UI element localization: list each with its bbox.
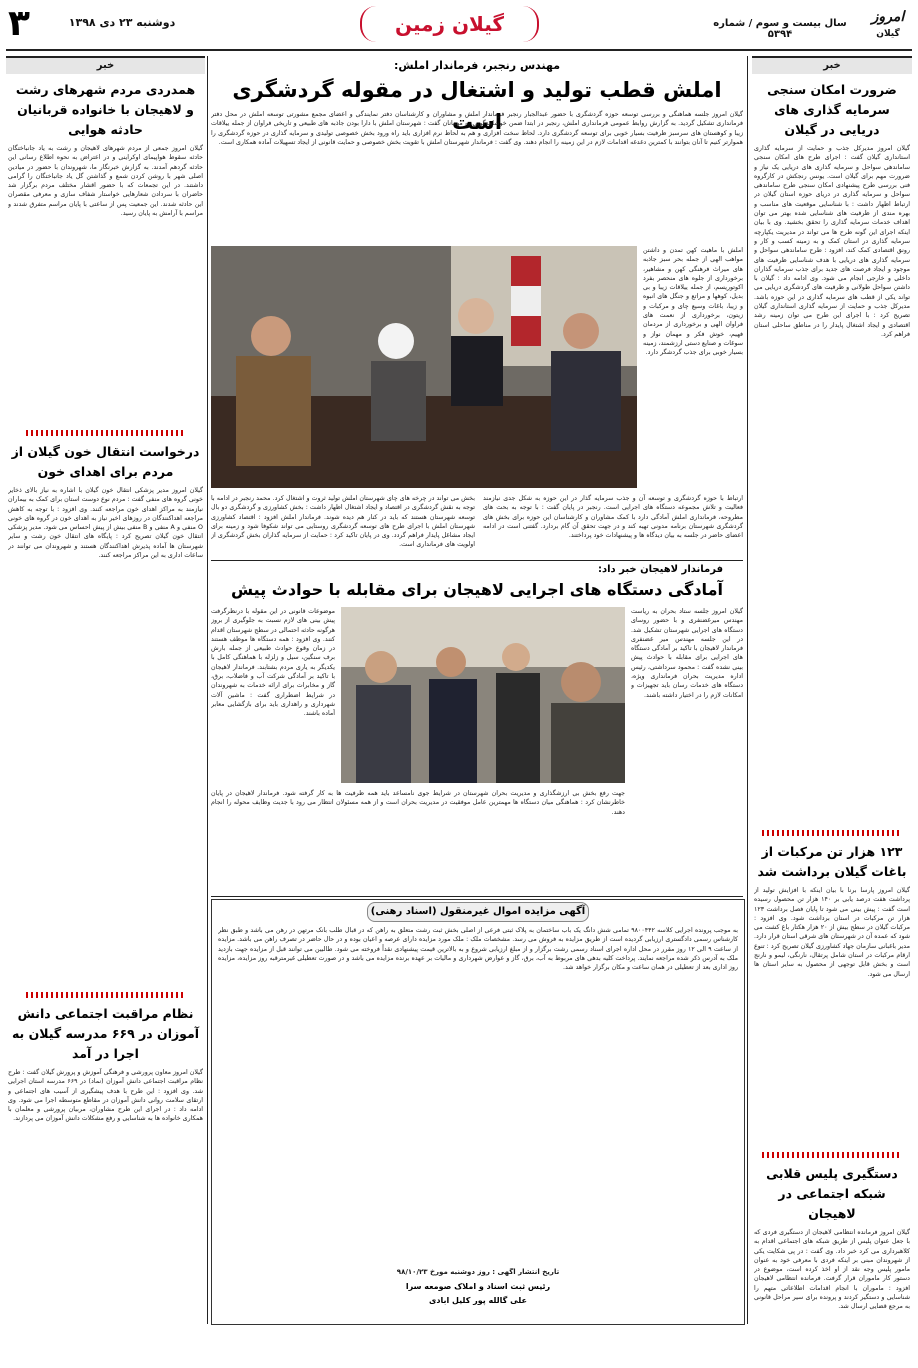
story-title: همدردی مردم شهرهای رشت و لاهیجان با خانواده قربانیان حادثه هوایی: [15, 82, 196, 137]
auction-body: به موجب پرونده اجرایی کلاسه ۹۸۰۰۴۴۲ تمامی شش دانگ یک باب ساختمان به پلاک ثبتی فرعی از اصلی بخش ثبت رشت متعلق به راهن که در قبال طلب بانک مرتهن در رهن می باشد و طبق نظر کارشناس رسمی دادگستری ارزیابی گردیده است از طریق مزایده به فروش می رسد. مشخصات ملک : ملک مورد مزایده دارای عرصه و اعیان بوده و در حال حاضر در تصرف راهن می باشد. مزایده از ساعت ۹ الی ۱۲ روز مقرر در محل اداره اجرای اسناد رسمی رشت برگزار و از مبلغ ارزیابی شروع و به بالاترین قیمت پیشنهادی نقداً فروخته می شود. طالبین می توانند قبل از مزایده جهت بازدید ملک به آدرس ذکر شده مراجعه نمایند. پرداخت کلیه بدهی های مربوط به آب، برق، گاز و عوارض شهرداری و مالیات بر عهده برنده مزایده می باشد و در صورت تعطیلی غیرمترقبه روز مزایده، مزایده روز اداری بعد از تعطیلی در همان ساعت و مکان برگزار خواهد شد.: [218, 927, 738, 972]
second-photo: [341, 607, 625, 783]
lead-body-bottom-left: بخش می تواند در چرخه های چای شهرستان املش تولید ثروت و اشتغال کرد. محمد رنجبر در ادامه با توجه به نقش گردشگری در اقتصاد و ایجاد اشتغال اظهار داشت : بخش کشاورزی و گردشگری دو بال توسعه شهرستان هستند که باید در کنار هم دیده شوند. فرماندار املش افزود : اقتصاد کشاورزی شهرستان املش با اجرای طرح های توسعه گردشگری روستایی می تواند شکوفا شود و زمینه برای ایجاد مشاغل پایدار فراهم گردد. وی در پایان تاکید کرد : حمایت از سرمایه گذاران بخش گردشگری از اولویت های فرمانداری است.: [211, 495, 475, 549]
divider: [26, 430, 185, 436]
story-title: ۱۲۳ هزار تن مرکبات از باغات گیلان برداشت شد: [757, 844, 907, 879]
lead-photo: [211, 246, 637, 488]
section-title-frame: [360, 6, 539, 42]
divider: [26, 992, 185, 998]
column-label: خبر: [752, 56, 912, 74]
auction-date: تاریخ انتشار آگهی : روز دوشنبه مورخ ۹۸/۱۰/۲۳: [396, 1268, 560, 1276]
story-title: دستگیری پلیس قلابی شبکه اجتماعی در لاهیجان: [766, 1166, 898, 1221]
section-title: گیلان زمین: [394, 12, 505, 36]
page-number: ۳: [8, 3, 30, 44]
masthead-rule: [6, 49, 912, 51]
lead-body-top: گیلان امروز جلسه هماهنگی و بررسی توسعه حوزه گردشگری با حضور عبدالجبار رنجبر فرماندار املش و مشاوران و کارشناسان دفتر نمایندگی و اعضای مجمع مشورتی توسعه املش در محل دفتر فرمانداری تشکیل گردید. به گزارش روابط عمومی فرمانداری املش، رنجبر در ابتدا ضمن خوشامدگویی به مهمانان گفت : شهرستان املش با دارا بودن جاذبه های طبیعی و تاریخی فراوان از جمله ییلاقات زیبا و کوهستان های سرسبز ظرفیت بسیار خوبی برای توسعه گردشگری دارد. لحاظ سخت افزاری و هم به لحاظ نرم افزاری باید راه ورود بخش خصوصی تولیدی و سرمایه گذاری در حوزه گردشگری را هموارتر کنیم تا آنان بتوانند با کمترین دغدغه اقدامات لازم در این زمینه را انجام دهند. وی گفت : فرماندار شهرستان املش با تقویت بخش خصوصی و حمایت قانونی از ایجاد تسهیلات آماده همکاری است.: [211, 111, 743, 146]
divider: [762, 1152, 902, 1158]
divider: [762, 830, 902, 836]
logo-top: امروز: [871, 9, 905, 25]
right-column: [752, 56, 912, 1326]
second-body-bottom: جهت رفع بخش بی ارزشگذاری و مدیریت بحران شهرستان در شرایط جوی نامساعد باید همه ظرفیت ها به کار گرفته شود. فرماندار لاهیجان در پایان خاطرنشان کرد : هماهنگی میان دستگاه ها مهمترین عامل موفقیت در مدیریت بحران است و از همه مسئولان انتظار می رود با جدیت وظایف محوله را انجام دهند.: [211, 790, 625, 816]
auction-signature-name: علی گالله پور کلیل ابادی: [429, 1296, 527, 1305]
second-title: آمادگی دستگاه های اجرایی لاهیجان برای مقابله با حوادث پیش: [231, 580, 723, 599]
column-rule: [207, 56, 208, 1324]
issue-info: سال بیست و سوم / شماره ۵۳۹۴: [713, 18, 847, 40]
story-body: گیلان امروز پارسا برنا با بیان اینکه با افزایش تولید از پرداشت هفت درصد یابی بر ۱۴۰ هزار تن محصول رسیده است گفت : پیش بینی می شود تا پایان فصل برداشت ۱۲۳ هزار تن مرکبات در استان برداشت شود. وی افزود : مرکبات گیلان در سطح بیش از ۲۰ هزار هکتار باغ کشت می شود که عمده آن در شهرستان های شرقی استان قرار دارد. مدیر باغبانی سازمان جهاد کشاورزی گیلان تصریح کرد : تنوع ارقام مرکبات در استان شامل پرتقال، نارنگی، لیمو و نارنج است و بخش قابل توجهی از محصول به سایر استان ها ارسال می شود.: [754, 887, 910, 978]
masthead: [0, 0, 918, 54]
section-rule: [211, 896, 743, 897]
lead-story: [211, 58, 743, 558]
meeting-photo-icon: [341, 607, 625, 783]
logo-side: گیلان: [876, 29, 900, 39]
auction-title: آگهی مزایده اموال غیرمنقول (اسناد رهنی): [367, 902, 589, 922]
auction-notice: [211, 899, 745, 1325]
date-line: دوشنبه ۲۳ دی ۱۳۹۸: [68, 16, 176, 29]
section-rule: [211, 560, 743, 561]
meeting-photo-icon: [211, 246, 637, 488]
story-title: نظام مراقبت اجتماعی دانش آموزان در ۶۶۹ مدرسه گیلان به اجرا در آمد: [11, 1006, 200, 1061]
second-story: [211, 563, 743, 893]
logo: [862, 6, 914, 46]
second-kicker: فرماندار لاهیجان خبر داد:: [597, 564, 723, 575]
story-title: درخواست انتقال خون گیلان از مردم برای اهدای خون: [11, 444, 200, 479]
story-title: ضرورت امکان سنجی سرمایه گذاری های دریایی در گیلان: [767, 82, 897, 137]
column-label: خبر: [6, 56, 205, 74]
second-body-right: گیلان امروز جلسه ستاد بحران به ریاست مهندس میرغضنفری و با حضور روسای دستگاه های اجرایی شهرستان تشکیل شد. در این جلسه مهندس میر غضنفری فرماندار لاهیجان با تاکید بر آمادگی دستگاه های اجرایی برای مقابله با حوادث پیش بینی نشده گفت : محمود سرداشتی، رئیس اداره مدیریت بحران فرمانداری ویژه، دستگاه های خدمات رسان باید تجهیزات و امکانات لازم را در اختیار داشته باشند.: [631, 608, 743, 699]
story-body: گیلان امروز جمعی از مردم شهرهای لاهیجان و رشت به یاد جانباختگان حادثه سقوط هواپیمای اوکراینی و در اعتراض به نحوه اطلاع رسانی این حادثه گردهم آمدند. به گزارش خبرنگار ما، شهروندان با حضور در میادین اصلی شهر با روشن کردن شمع و گذاشتن گل یاد جانباختگان را گرامی داشتند. در این تجمعات که با حضور اقشار مختلف مردم برگزار شد حاضران با سردادن شعارهایی خواستار شفاف سازی و معرفی مقصران این حادثه شدند. این جمعیت پس از ساعتی با پایان مراسم متفرق شدند و مراسم با آرامش به پایان رسید.: [8, 145, 203, 218]
story-body: گیلان امروز مدیرکل جذب و حمایت از سرمایه گذاری استانداری گیلان گفت : اجرای طرح های امکان سنجی ساماندهی سواحل و سرمایه گذاری های دریایی یک نیاز و ضرورت مهم برای گیلان است. یونس رنجکش در کارگروه فنی بررسی طرح پیشنهادی امکان سنجی طرح ساماندهی سواحل و سرمایه گذاری در دریای حوزه استان گیلان در ارتباط اظهار داشت : با شناسایی موقعیت های مناسب و بهره مندی از ظرفیت های شناسایی شده بهتر می توان اهداف خدمات سرمایه گذاری را تحقق بخشید. وی با بیان اینکه اجرای این گونه طرح ها می تواند در مدیریت یکپارچه سرمایه گذاری در استان کمک و به زمینه کسب و کار و رونق اقتصادی کمک کند، افزود : طرح ساماندهی سواحل و سرمایه گذاری های دریایی با هدف شناسایی ظرفیت های موجود و ایجاد فرصت های جدید برای جذب سرمایه گذاران داخلی و خارجی انجام می شود. وی ادامه داد : گیلان با داشتن سواحل طولانی و ظرفیت های گردشگری دریایی می تواند یکی از قطب های سرمایه گذاری در این حوزه باشد. مدیرکل جذب و حمایت از سرمایه گذاری استانداری گیلان تصریح کرد : با اجرای این طرح می توان زمینه رشد اقتصادی و ایجاد اشتغال پایدار را در مناطق ساحلی استان فراهم کرد.: [754, 145, 910, 338]
story-body: گیلان امروز معاون پرورشی و فرهنگی آموزش و پرورش گیلان گفت : طرح نظام مراقبت اجتماعی دانش آموزان (نماد) در ۶۶۹ مدرسه استان اجرایی شد. وی افزود : این طرح با هدف پیشگیری از آسیب های اجتماعی و ارتقای سلامت روانی دانش آموزان در مقاطع متوسطه اجرا می شود. وی ادامه داد : در اجرای این طرح مشاوران، مربیان پرورشی و معلمان با همکاری خانواده ها به شناسایی و رفع مشکلات دانش آموزان می پردازند.: [8, 1069, 203, 1123]
story-body: گیلان امروز فرمانده انتظامی لاهیجان از دستگیری فردی که با جعل عنوان پلیس از طریق شبکه های اجتماعی اقدام به کلاهبرداری می کرد خبر داد. وی گفت : در پی شکایت یکی از شهروندان مبنی بر اینکه فردی با معرفی خود به عنوان مامور پلیس وجه نقد از او اخذ کرده است، موضوع در دستور کار ماموران قرار گرفت. فرمانده انتظامی لاهیجان افزود : ماموران با انجام اقدامات اطلاعاتی متهم را شناسایی و دستگیر کردند و پرونده برای سیر مراحل قانونی به مرجع قضایی ارسال شد.: [754, 1229, 910, 1311]
lead-body-bottom-right: ارتباط با حوزه گردشگری و توسعه آن و جذب سرمایه گذار در این حوزه به شکل جدی نیازمند فعالیت و تلاش مجموعه دستگاه های اجرایی است. رنجبر در پایان گفت : با توجه به بحث های مطروحه، فرمانداری املش آمادگی دارد با کمک مشاوران و کارشناسان این حوزه برای بخش های گردشگری شهرستان برنامه مدونی تهیه کند و در جهت تحقق آن گام بردارد. گفتنی است در ادامه اعضای حاضر در جلسه به بیان دیدگاه ها و پیشنهادات خود پرداختند.: [483, 495, 743, 540]
auction-signature: رئیس ثبت اسناد و املاک صومعه سرا: [405, 1282, 551, 1291]
left-column: [6, 56, 205, 1326]
story-body: گیلان امروز مدیر پزشکی انتقال خون گیلان با اشاره به نیاز بالای ذخایر خونی گروه های منفی گفت : مردم نوع دوست استان برای کمک به بیماران نیازمند به مراکز اهدای خون مراجعه کنند. وی افزود : با توجه به کاهش مراجعه اهداکنندگان در روزهای اخیر نیاز به اهدای خون در گروه های خونی O منفی و A منفی و B منفی بیش از پیش احساس می شود. مدیر پزشکی انتقال خون گیلان تصریح کرد : پایگاه های انتقال خون رشت و سایر شهرستان ها آماده پذیرش اهداکنندگان هستند و شهروندان می توانند در ساعات اداری به این مراکز مراجعه کنند.: [8, 487, 203, 560]
column-rule: [747, 56, 748, 1324]
lead-kicker: مهندس رنجبر، فرماندار املش:: [393, 59, 561, 72]
second-body-middle: موضوعات قانونی در این مقوله با درنظرگرفت پیش بینی های لازم نسبت به جلوگیری از بروز هرگونه حادثه احتمالی در سطح شهرستان اقدام کنند. وی افزود : همه دستگاه ها موظف هستند در زمان وقوع حوادث طبیعی از جمله بارش برف سنگین، سیل و زلزله با هماهنگی کامل با یکدیگر به یاری مردم بشتابند. فرماندار لاهیجان با تاکید بر آمادگی شرکت آب و فاضلاب، برق، گاز و مخابرات برای ارائه خدمات به شهروندان در شرایط اضطراری گفت : ماشین آلات شهرداری و راهداری باید برای بازگشایی معابر آماده باشند.: [211, 608, 335, 718]
lead-body-side: املش با ماهیت کهن تمدن و داشتن مواهب الهی از جمله بحر سبز جاذبه های میراث فرهنگی کهن و مشاهیر، برخورداری از جلوه های منحصر بفرد اکوتوریسم، از جمله ییلاقات زیبا و بی بدیل، کوهها و مراتع و جنگل های انبوه و زیبا، باغات وسیع چای و مرکبات و زیتون، برخورداری از نعمت های فراوان الهی و برخورداری از مردمان فهیم، خوش فکر و مهمان نواز و سوغات و صنایع دستی ارزشمند، زمینه بسیار خوبی برای جذب گردشگر دارد.: [643, 247, 743, 357]
lead-title: املش قطب تولید و اشتغال در مقوله گردشگری است: [232, 78, 722, 134]
